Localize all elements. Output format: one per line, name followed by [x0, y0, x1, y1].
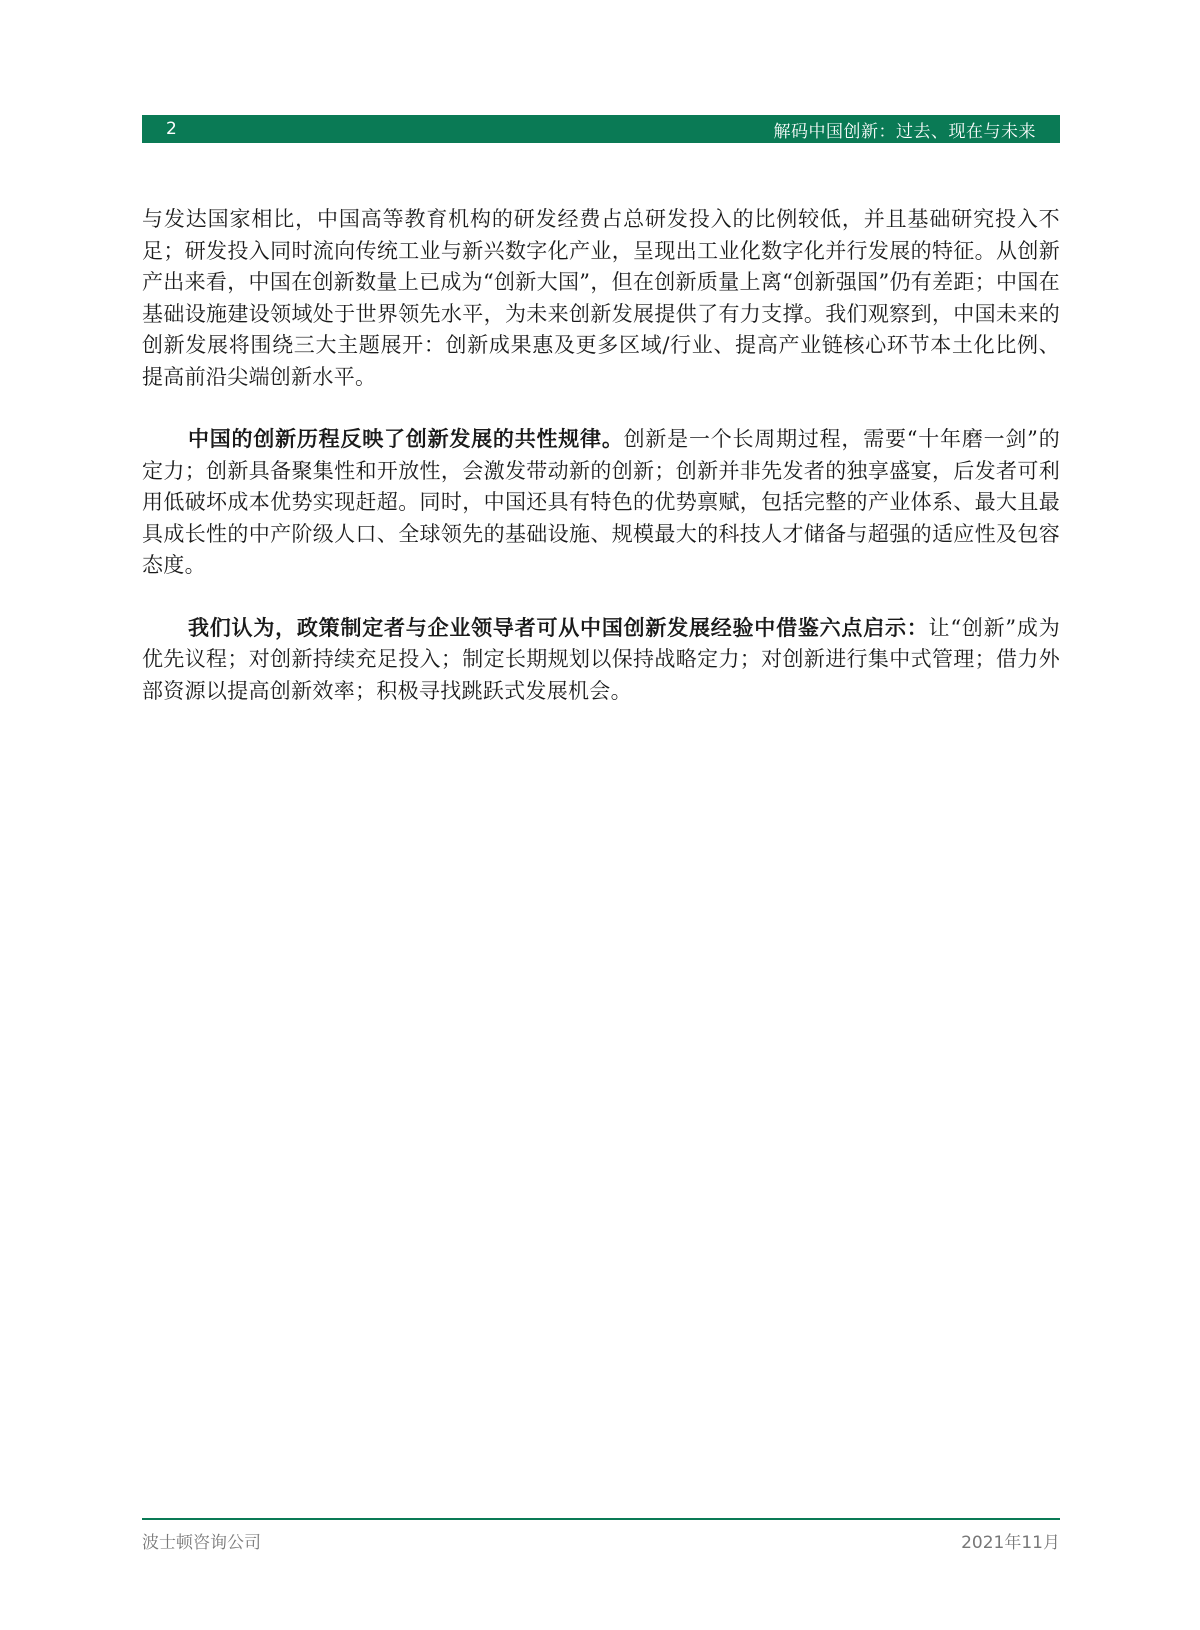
paragraph-2: [142, 423, 1060, 582]
footer-date: 2021年11月: [961, 1533, 1060, 1553]
running-header: [142, 115, 1060, 143]
page-footer: [142, 1528, 1060, 1553]
main-body: [142, 204, 1060, 737]
footer-company: 波士顿咨询公司: [142, 1533, 261, 1553]
paragraph-1-text: 与发达国家相比，中国高等教育机构的研发经费占总研发投入的比例较低，并且基础研究投入不足；研发投入同时流向传统工业与新兴数字化产业，呈现出工业化数字化并行发展的特征。从创新产出来看，中国在创新数量上已成为“创新大国”，但在创新质量上离“创新强国”仍有差距；中国在基础设施建设领域处于世界领先水平，为未来创新发展提供了有力支撑。我们观察到，中国未来的创新发展将围绕三大主题展开：创新成果惠及更多区域/行业、提高产业链核心环节本土化比例、提高前沿尖端创新水平。: [142, 207, 1060, 389]
paragraph-3-text: 让“创新”成为优先议程；对创新持续充足投入；制定长期规划以保持战略定力；对创新进行集中式管理；借力外部资源以提高创新效率；积极寻找跳跃式发展机会。: [142, 615, 1061, 703]
paragraph-3-lead: 我们认为，政策制定者与企业领导者可从中国创新发展经验中借鉴六点启示：: [188, 614, 929, 640]
running-title: 解码中国创新：过去、现在与未来: [773, 121, 1036, 142]
paragraph-3: [142, 612, 1060, 708]
paragraph-2-text: 创新是一个长周期过程，需要“十年磨一剑”的定力；创新具备聚集性和开放性，会激发带动新的创新；创新并非先发者的独享盛宴，后发者可利用低破坏成本优势实现赶超。同时，中国还具有特色的优势禀赋，包括完整的产业体系、最大且最具成长性的中产阶级人口、全球领先的基础设施、规模最大的科技人才储备与超强的适应性及包容态度。: [142, 427, 1060, 577]
footer-divider: [142, 1518, 1060, 1520]
paragraph-2-lead: 中国的创新历程反映了创新发展的共性规律。: [188, 426, 624, 451]
page-number: 2: [166, 119, 177, 139]
paragraph-1: [142, 204, 1060, 393]
